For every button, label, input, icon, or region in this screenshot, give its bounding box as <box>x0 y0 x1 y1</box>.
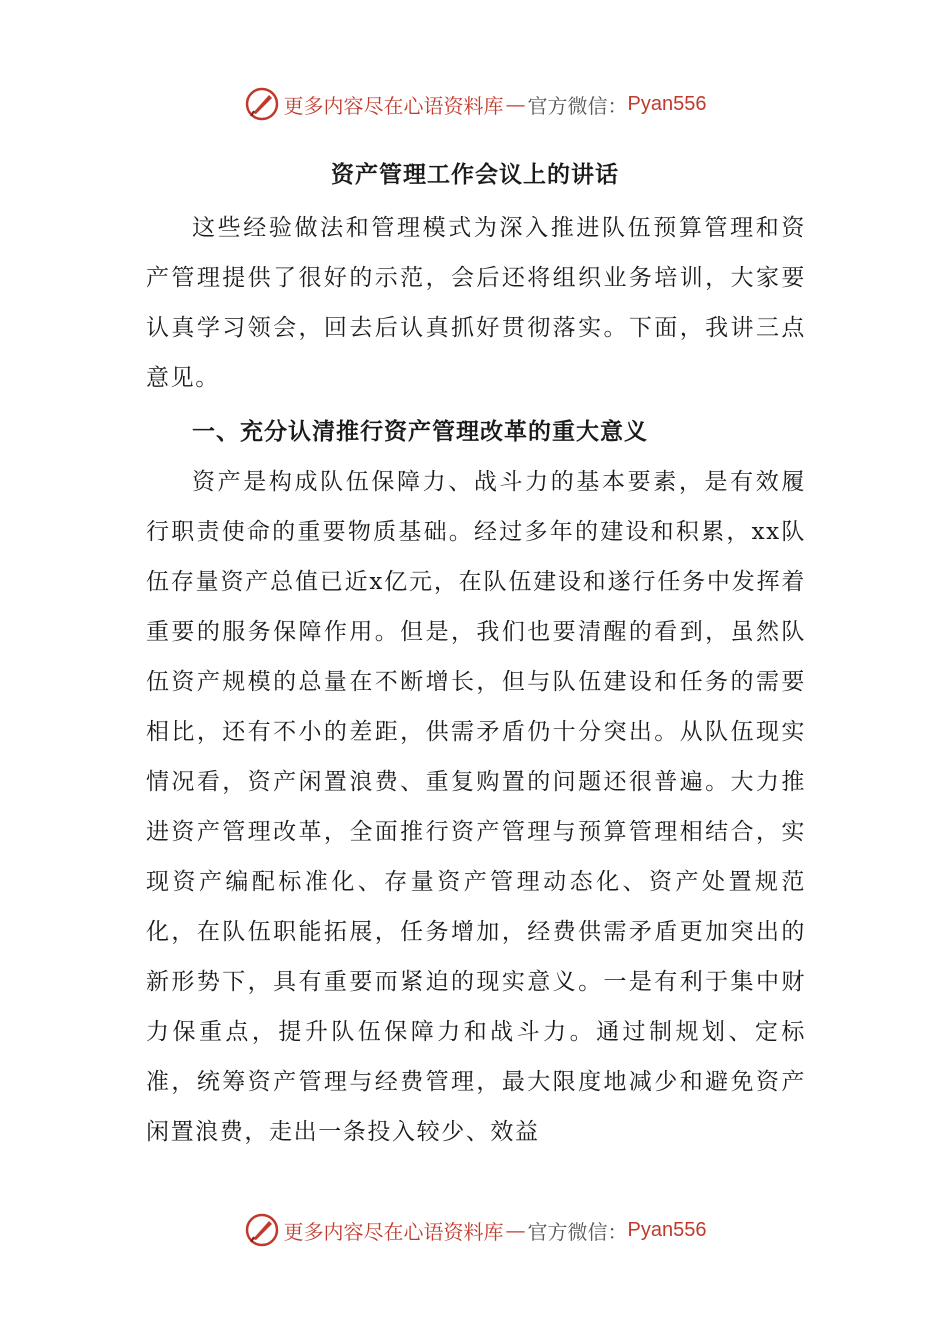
document-body <box>146 203 806 1157</box>
banner-wechat-id: Pyan556 <box>627 92 707 115</box>
paragraph-section-1: 资产是构成队伍保障力、战斗力的基本要素，是有效履行职责使命的重要物质基础。经过多年的建设和积累，xx队伍存量资产总值已近x亿元，在队伍建设和遂行任务中发挥着重要的服务保障作用。但是，我们也要清醒的看到，虽然队伍资产规模的总量在不断增长，但与队伍建设和任务的需要相比，还有不小的差距，供需矛盾仍十分突出。从队伍现实情况看，资产闲置浪费、重复购置的问题还很普遍。大力推进资产管理改革，全面推行资产管理与预算管理相结合，实现资产编配标准化、存量资产管理动态化、资产处置规范化，在队伍职能拓展，任务增加，经费供需矛盾更加突出的新形势下，具有重要而紧迫的现实意义。一是有利于集中财力保重点，提升队伍保障力和战斗力。通过制规划、定标准，统筹资产管理与经费管理，最大限度地减少和避免资产闲置浪费，走出一条投入较少、效益 <box>146 469 806 1145</box>
section-heading-1: 一、充分认清推行资产管理改革的重大意义 <box>192 419 648 445</box>
paragraph-intro: 这些经验做法和管理模式为深入推进队伍预算管理和资产管理提供了很好的示范，会后还将组织业务培训，大家要认真学习领会，回去后认真抓好贯彻落实。下面，我讲三点意见。 <box>146 215 806 391</box>
quill-logo-icon <box>244 86 280 122</box>
banner-site-text: 更多内容尽在心语资料库 <box>283 93 504 118</box>
document-title: 资产管理工作会议上的讲话 <box>331 162 619 188</box>
banner-dash: — <box>505 92 526 116</box>
banner-site-text: 更多内容尽在心语资料库 <box>283 1219 504 1244</box>
header-watermark-banner <box>0 84 950 124</box>
banner-wechat-id: Pyan556 <box>627 1218 707 1241</box>
footer-watermark-banner <box>0 1210 950 1250</box>
banner-dash: — <box>505 1218 526 1242</box>
banner-wechat-label: 官方微信： <box>527 1219 628 1244</box>
banner-wechat-label: 官方微信： <box>527 93 628 118</box>
quill-logo-icon <box>244 1212 280 1248</box>
